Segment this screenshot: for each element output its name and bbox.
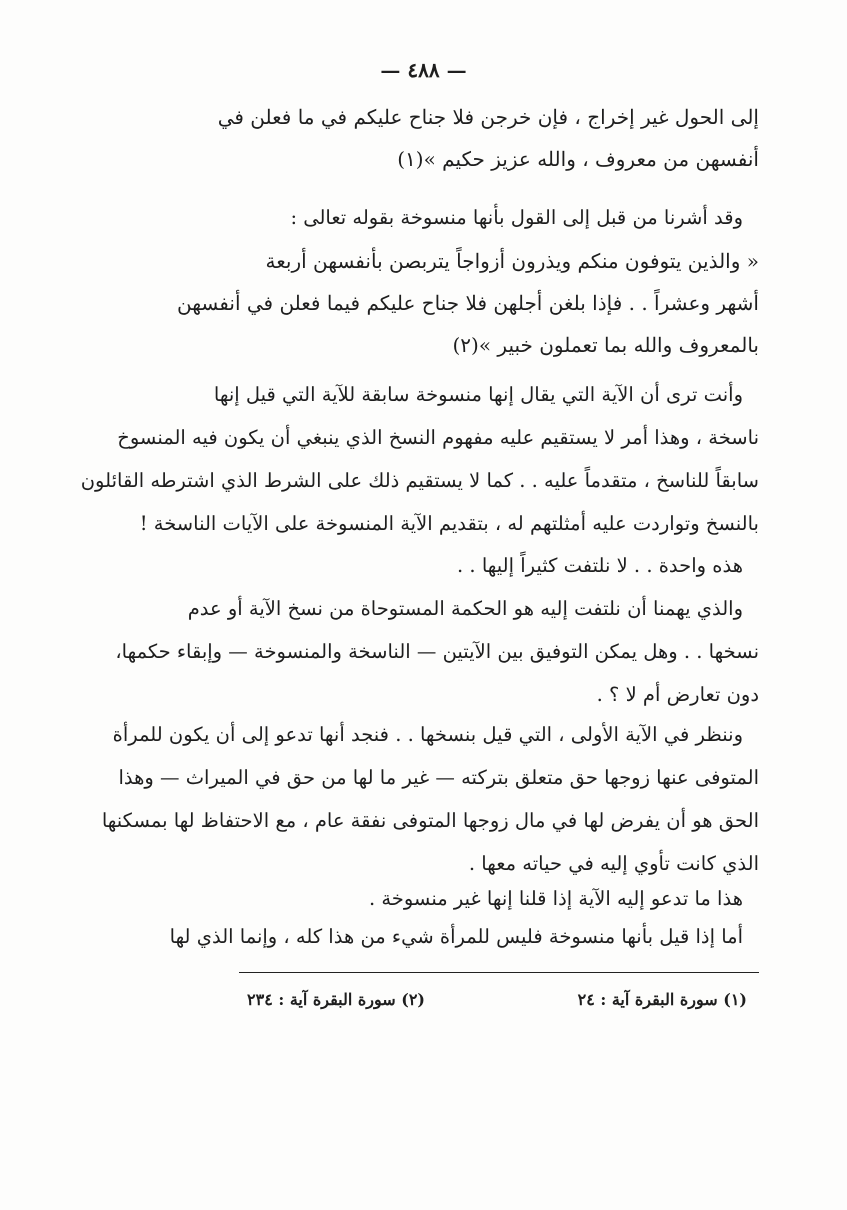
paragraph-1 (80, 373, 759, 545)
paragraph-line: سابقاً للناسخ ، متقدماً عليه . . كما لا يستقيم ذلك على الشرط الذي اشترطه القائلون (80, 469, 759, 492)
paragraph-line: ناسخة ، وهذا أمر لا يستقيم عليه مفهوم النسخ الذي ينبغي أن يكون فيه المنسوخ (117, 426, 759, 449)
paragraph-6 (169, 915, 759, 958)
paragraph-line: هذا ما تدعو إليه الآية إذا قلنا إنها غير منسوخة . (368, 887, 743, 910)
paragraph-4 (101, 713, 759, 885)
verse-1-line: أنفسهن من معروف ، والله عزيز حكيم »(١) (397, 147, 759, 171)
paragraph-line: والذي يهمنا أن نلتفت إليه هو الحكمة المستوحاة من نسخ الآية أو عدم (187, 597, 743, 620)
footnote-1: (١) سورة البقرة آية : ٢٤ (577, 990, 747, 1009)
paragraph-line: دون تعارض أم لا ؟ . (596, 683, 759, 706)
footnotes (247, 990, 747, 1009)
paragraph-line: وننظر في الآية الأولى ، التي قيل بنسخها . . فنجد أنها تدعو إلى أن يكون للمرأة (112, 723, 743, 746)
paragraph-line: وأنت ترى أن الآية التي يقال إنها منسوخة سابقة للآية التي قيل إنها (213, 383, 743, 406)
paragraph-line: الذي كانت تأوي إليه في حياته معها . (468, 852, 759, 875)
paragraph-line: نسخها . . وهل يمكن التوفيق بين الآيتين — الناسخة والمنسوخة — وإبقاء حكمها، (115, 640, 759, 663)
quran-verse-2 (176, 240, 759, 366)
paragraph-3 (115, 587, 759, 716)
paragraph-2 (239, 544, 759, 587)
intro-line: وقد أشرنا من قبل إلى القول بأنها منسوخة بقوله تعالى : (290, 206, 743, 229)
paragraph-line: بالنسخ وتواردت عليه أمثلتهم له ، بتقديم الآية المنسوخة على الآيات الناسخة ! (139, 512, 759, 535)
paragraph-5 (239, 877, 759, 920)
intro-paragraph (239, 196, 759, 239)
verse-2-line: أشهر وعشراً . . فإذا بلغن أجلهن فلا جناح عليكم فيما فعلن في أنفسهن (176, 291, 759, 315)
verse-1-line: إلى الحول غير إخراج ، فإن خرجن فلا جناح عليكم في ما فعلن في (217, 105, 759, 129)
paragraph-line: أما إذا قيل بأنها منسوخة فليس للمرأة شيء من هذا كله ، وإنما الذي لها (169, 925, 743, 948)
footnote-divider (239, 972, 759, 973)
paragraph-line: هذه واحدة . . لا نلتفت كثيراً إليها . . (457, 554, 743, 577)
paragraph-line: المتوفى عنها زوجها حق متعلق بتركته — غير ما لها من حق في الميراث — وهذا (118, 766, 759, 789)
quran-verse-1 (217, 96, 759, 180)
verse-2-line: بالمعروف والله بما تعملون خبير »(٢) (452, 333, 759, 357)
paragraph-line: الحق هو أن يفرض لها في مال زوجها المتوفى نفقة عام ، مع الاحتفاظ لها بمسكنها (101, 809, 759, 832)
page-number: — ٤٨٨ — (380, 58, 467, 82)
verse-2-line: « والذين يتوفون منكم ويذرون أزواجاً يتربصن بأنفسهن أربعة (265, 249, 759, 273)
footnote-2: (٢) سورة البقرة آية : ٢٣٤ (247, 990, 425, 1009)
